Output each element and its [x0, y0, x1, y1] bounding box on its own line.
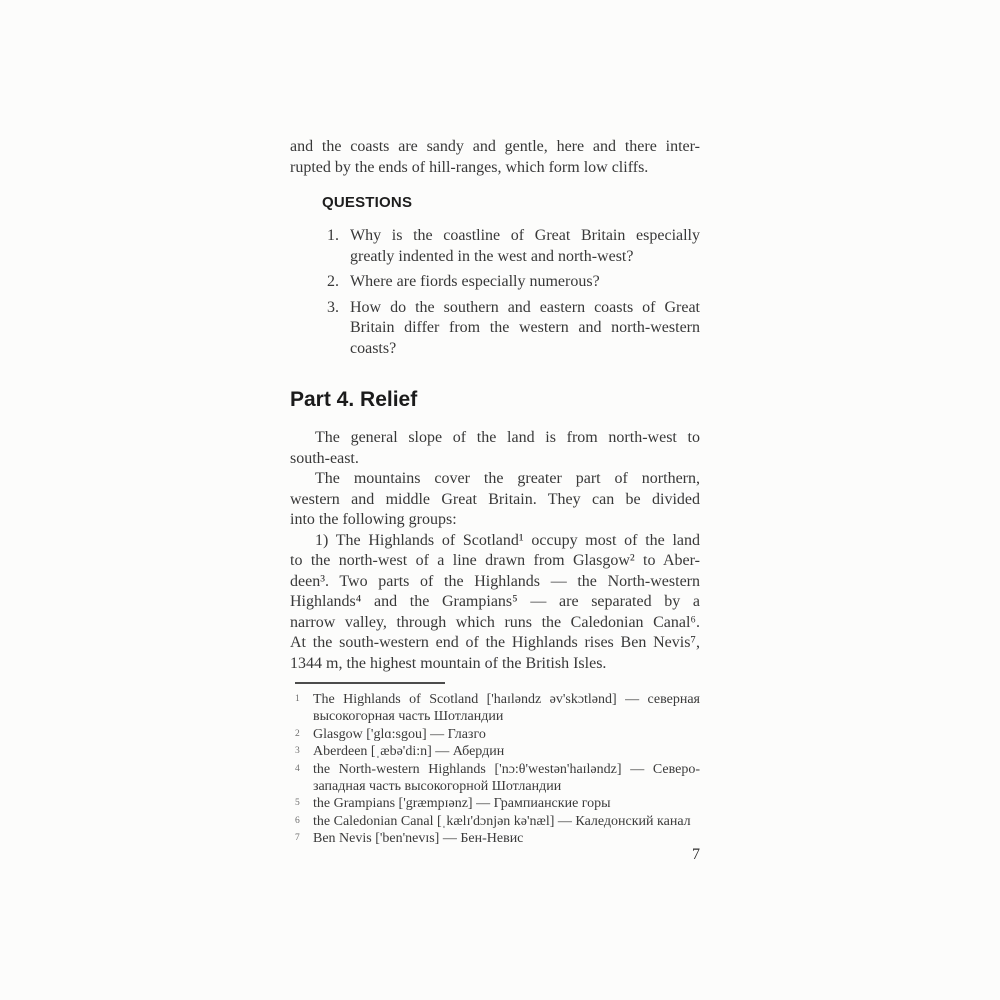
footnote [290, 743, 700, 760]
footnote-text [313, 743, 700, 760]
footnote-text [313, 691, 700, 726]
footnote-text [313, 761, 700, 796]
text-line: западная часть высокогорной Шотландии [313, 778, 562, 794]
text-line: deen³. Two parts of the Highlands — the North-western [290, 572, 700, 590]
text-line: rupted by the ends of hill-ranges, which form low cliffs. [290, 158, 649, 176]
text-line: Glasgow ['glɑ:sgou] — Глазго [313, 726, 486, 742]
question-number: 3. [327, 298, 339, 316]
footnote-text [313, 795, 700, 812]
text-line: western and middle Great Britain. They can be divided [290, 490, 700, 508]
text-line: into the following groups: [290, 511, 457, 528]
text-block [290, 137, 700, 848]
text-line: the Grampians ['græmpɪənz] — Грампианские горы [313, 796, 611, 812]
footnote-marker: 2 [295, 728, 300, 739]
text-line: and the coasts are sandy and gentle, here and there inter- [290, 138, 700, 155]
footnote-text [313, 813, 700, 830]
section-heading: Part 4. Relief [290, 388, 418, 411]
question-number: 1. [327, 227, 339, 244]
text-line: The general slope of the land is from north-west to [315, 429, 700, 446]
text-line: 1) The Highlands of Scotland¹ occupy most of the land [315, 531, 700, 549]
footnote [290, 761, 700, 796]
question-item [290, 226, 700, 267]
paragraph [290, 531, 700, 675]
footnote-marker: 1 [295, 694, 300, 704]
question-item [290, 272, 700, 293]
text-line: greatly indented in the west and north-west? [350, 247, 634, 265]
text-line: south-east. [290, 449, 359, 467]
text-line: Why is the coastline of Great Britain especially [350, 227, 700, 244]
text-line: to the north-west of a line drawn from Glasgow² to Aber- [290, 552, 700, 569]
text-line: At the south-western end of the Highlands rises Ben Nevis⁷, [290, 634, 700, 651]
intro-paragraph [290, 137, 700, 178]
footnote [290, 795, 700, 812]
text-line: Britain differ from the western and north-western [350, 319, 700, 336]
text-line: the North-western Highlands ['nɔ:θ'westən'haɪləndz] — Северо- [313, 761, 700, 777]
footnote-marker: 5 [295, 798, 300, 809]
paragraph [290, 428, 700, 469]
text-line: Aberdeen [ˌæbə'di:n] — Абердин [313, 744, 505, 760]
footnote-separator [295, 682, 445, 684]
question-text [350, 226, 700, 267]
text-line: the Caledonian Canal [ˌkælɪ'dɔnjən kə'næl] — Каледонский канал [313, 813, 691, 829]
question-text [350, 298, 700, 360]
footnote [290, 726, 700, 743]
footnote-marker: 4 [295, 763, 300, 774]
question-item [290, 298, 700, 360]
footnote-text [313, 726, 700, 743]
question-number: 2. [327, 273, 339, 290]
questions-heading: QUESTIONS [322, 194, 413, 211]
footnote [290, 830, 700, 847]
page-number: 7 [692, 846, 700, 863]
question-text [350, 272, 700, 293]
text-line: coasts? [350, 339, 397, 357]
text-line: The Highlands of Scotland ['haɪləndz əv'skɔtlənd] — северная [313, 692, 700, 707]
footnote [290, 813, 700, 830]
text-line: Ben Nevis ['ben'nevɪs] — Бен-Невис [313, 831, 524, 847]
text-line: высокогорная часть Шотландии [313, 709, 504, 725]
text-line: How do the southern and eastern coasts of Great [350, 298, 700, 316]
text-line: Where are fiords especially numerous? [350, 273, 600, 290]
footnote-marker: 7 [295, 833, 300, 844]
footnote-marker: 6 [295, 815, 300, 826]
footnote [290, 691, 700, 726]
footnote-text [313, 830, 700, 847]
paragraph [290, 469, 700, 531]
text-line: Highlands⁴ and the Grampians⁵ — are separated by a [290, 593, 700, 610]
footnote-marker: 3 [295, 746, 300, 757]
text-line: The mountains cover the greater part of northern, [315, 470, 700, 487]
text-line: narrow valley, through which runs the Caledonian Canal⁶. [290, 613, 700, 631]
text-line: 1344 m, the highest mountain of the British Isles. [290, 654, 607, 672]
